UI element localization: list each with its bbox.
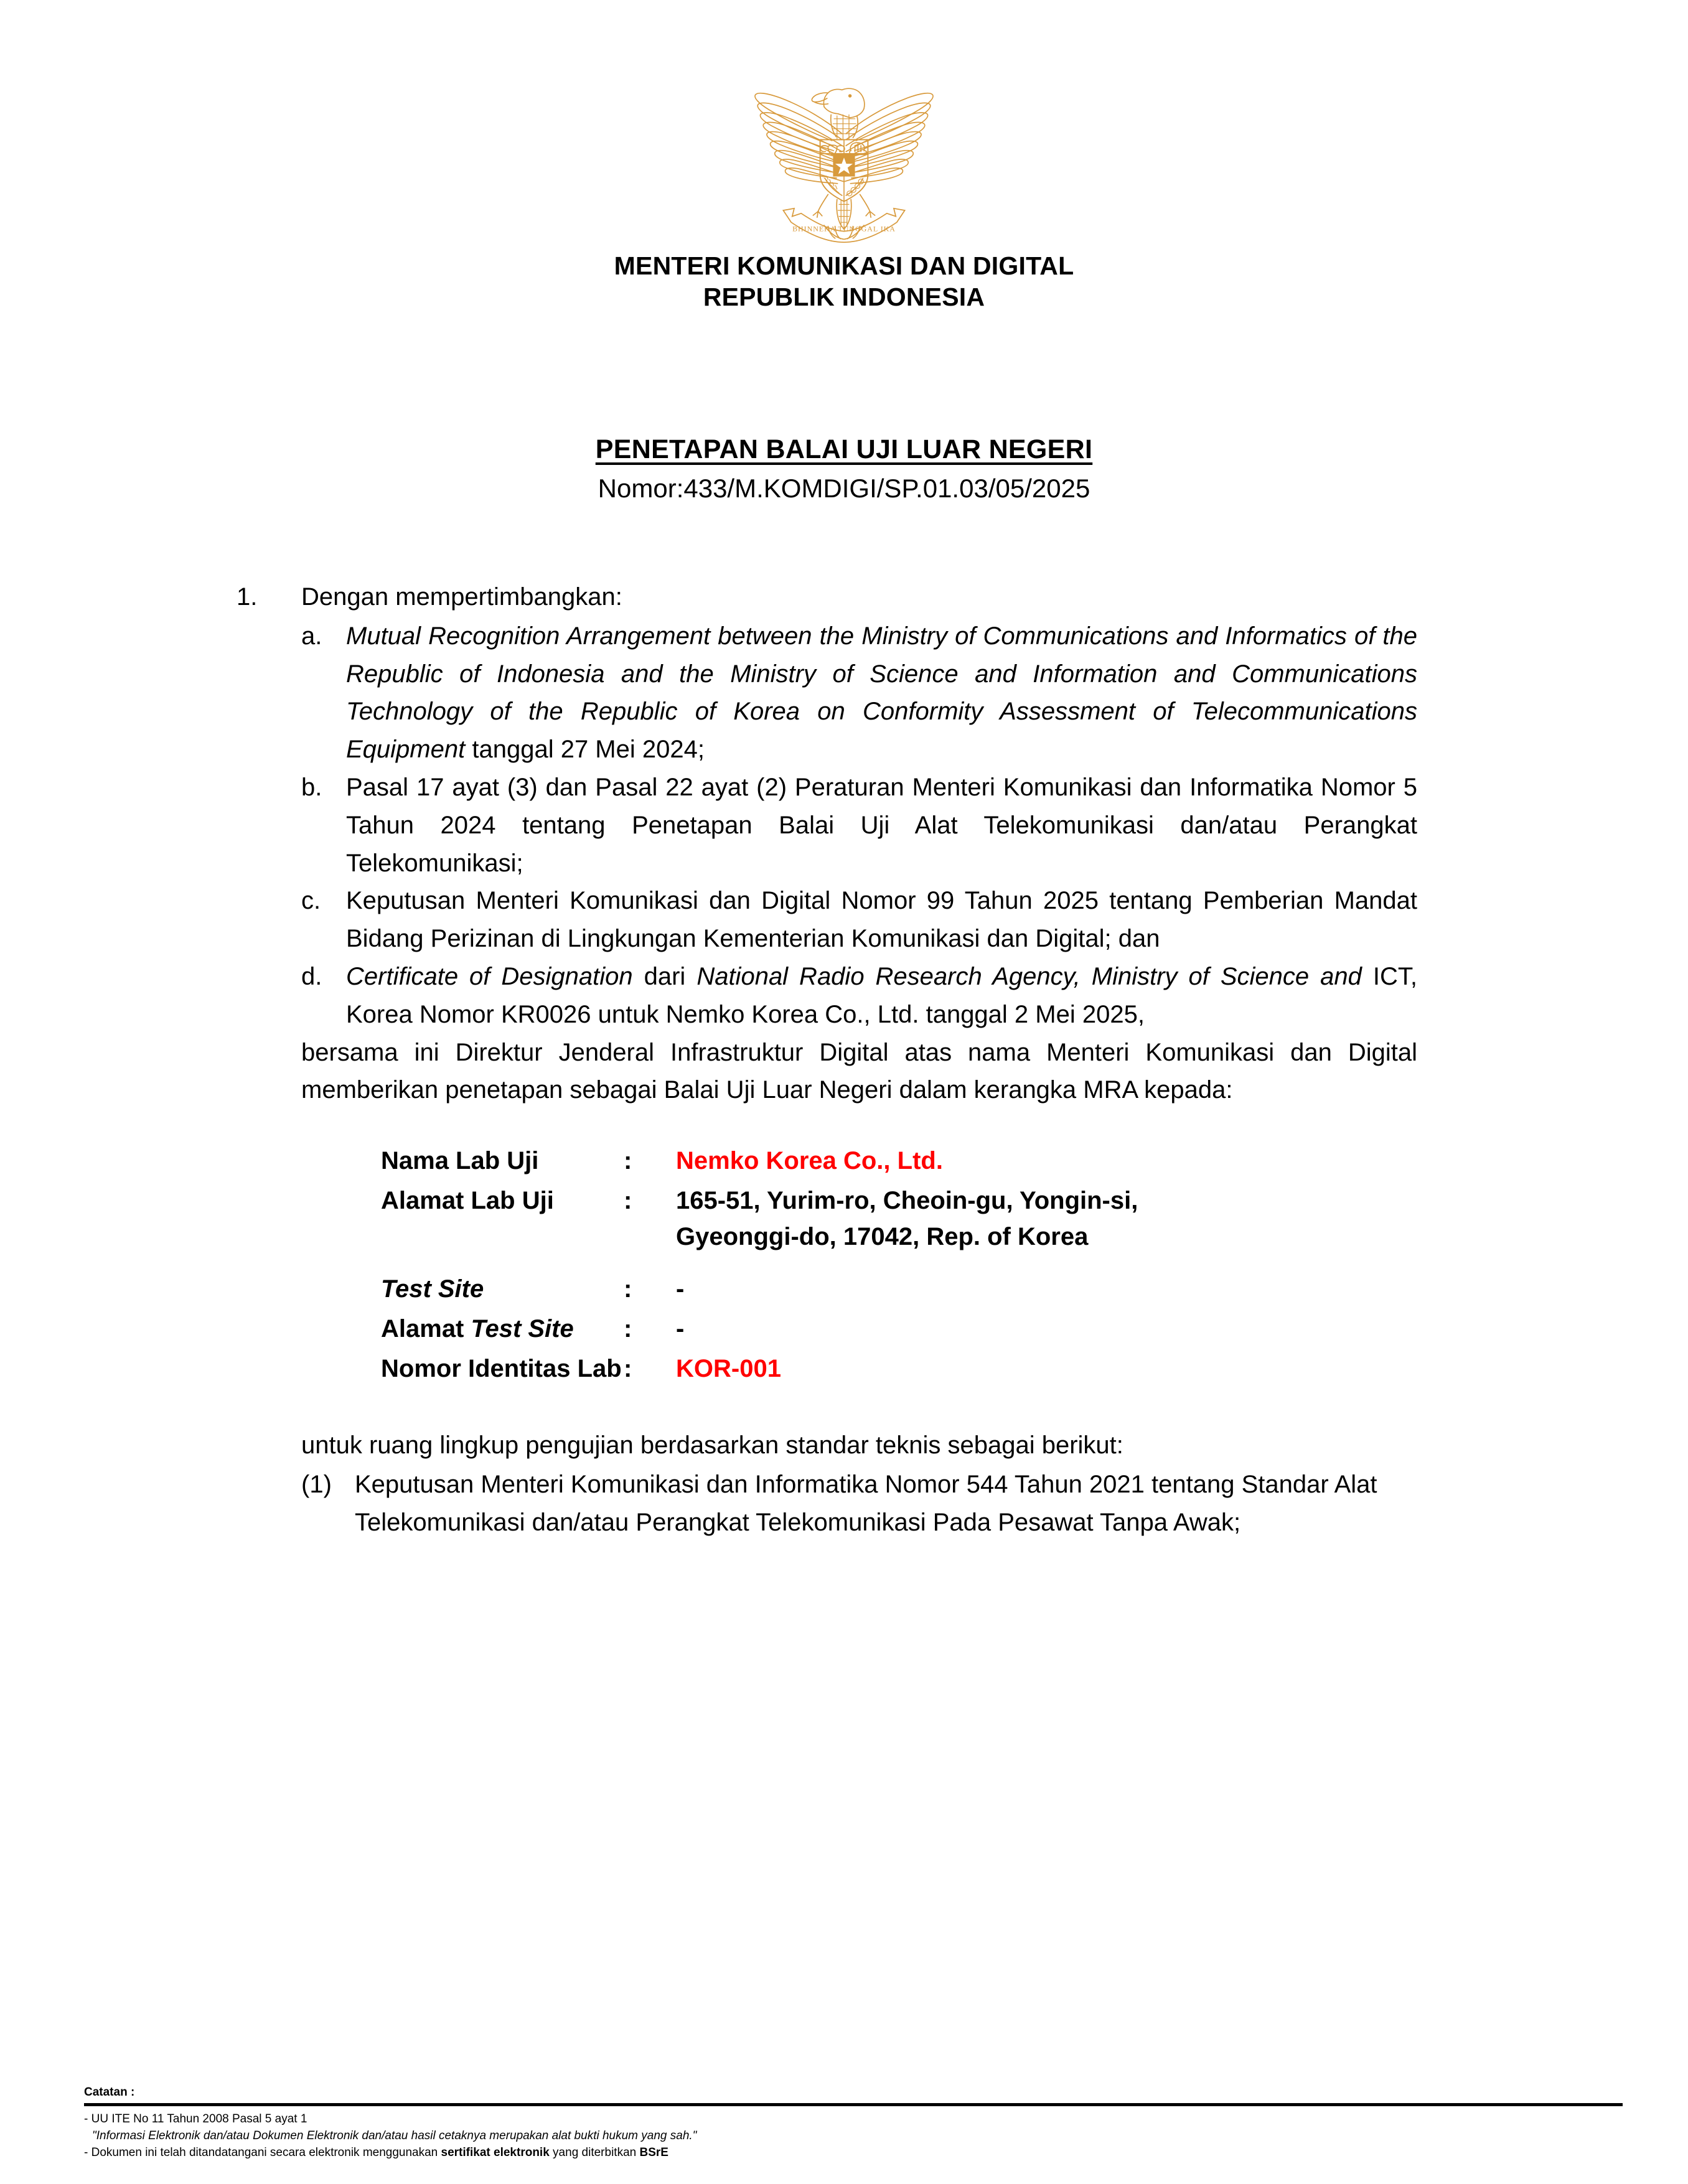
label-italic: Test Site <box>471 1315 574 1343</box>
lab-address-line-1: 165-51, Yurim-ro, Cheoin-gu, Yongin-si, <box>676 1187 1138 1215</box>
plain-seg-d2: dari <box>632 963 697 990</box>
list-marker-b: b. <box>301 774 322 802</box>
document-body <box>0 578 1688 1390</box>
list-text-d <box>346 958 1417 1034</box>
footer-sig-bold-1: sertifikat elektronik <box>441 2146 550 2160</box>
scope-text-1: Keputusan Menteri Komunikasi dan Informatika Nomor 544 Tahun 2021 tentang Standar Alat Telekomunikasi dan/atau Perangkat Telekomunikasi Pada Pesawat Tanpa Awak; <box>355 1470 1377 1536</box>
lab-label-name: Nama Lab Uji <box>381 1147 539 1175</box>
table-row <box>381 1351 1138 1390</box>
italic-seg-d1: Certificate of Designation <box>346 963 633 990</box>
lab-colon: : <box>624 1275 632 1303</box>
list-item <box>301 769 1417 882</box>
list-marker-1: 1. <box>237 583 258 611</box>
plain-seg-d4: ICT, Korea Nomor KR0026 untuk Nemko Korea Co., Ltd. tanggal 2 Mei 2025, <box>346 963 1417 1028</box>
garuda-pancasila-emblem <box>744 60 944 246</box>
footer-signature-note <box>84 2145 1623 2162</box>
italic-seg-d3: National Radio Research Agency, Ministry of Science and <box>696 963 1362 990</box>
list-marker-a: a. <box>301 622 322 650</box>
lab-label-test-site-address <box>381 1311 624 1351</box>
table-row <box>381 1271 1138 1311</box>
ministry-name-block <box>0 250 1688 312</box>
lab-colon: : <box>624 1187 632 1215</box>
page-title: PENETAPAN BALAI UJI LUAR NEGERI <box>595 434 1093 465</box>
scope-intro-text: untuk ruang lingkup pengujian berdasarkan standar teknis sebagai berikut: <box>301 1432 1123 1460</box>
list-item <box>301 958 1417 1034</box>
table-row <box>381 1143 1138 1183</box>
ministry-line-1: MENTERI KOMUNIKASI DAN DIGITAL <box>614 251 1074 280</box>
list-text-1: Dengan mempertimbangkan: <box>301 583 622 611</box>
label-prefix: Alamat <box>381 1315 471 1343</box>
lab-value-id-number: KOR-001 <box>676 1355 781 1383</box>
lab-value-test-site: - <box>676 1275 685 1303</box>
footer-note-title: Catatan : <box>84 2086 135 2099</box>
footer-sig-mid: yang diterbitkan <box>549 2146 640 2160</box>
lab-value-address <box>676 1183 1138 1271</box>
closing-paragraph: bersama ini Direktur Jenderal Infrastruktur Digital atas nama Menteri Komunikasi dan Digital memberikan penetapan sebagai Balai Uji Luar Negeri dalam kerangka MRA kepada: <box>301 1038 1417 1104</box>
list-text-c: Keputusan Menteri Komunikasi dan Digital Nomor 99 Tahun 2025 tentang Pemberian Mandat Bidang Perizinan di Lingkungan Kementerian Komunikasi dan Digital; dan <box>346 887 1417 953</box>
scope-section <box>0 1427 1688 1541</box>
emblem-motto-text: BHINNEKA TUNGGAL IKA <box>792 224 896 233</box>
footer-divider <box>84 2103 1623 2106</box>
lab-details-table <box>381 1143 1138 1390</box>
footer-sig-pre: - Dokumen ini telah ditandatangani secara elektronik menggunakan <box>84 2146 441 2160</box>
lab-value-test-site-address: - <box>676 1315 685 1343</box>
lab-address-line-2: Gyeonggi-do, 17042, Rep. of Korea <box>676 1223 1089 1251</box>
list-text-b: Pasal 17 ayat (3) dan Pasal 22 ayat (2) Peraturan Menteri Komunikasi dan Informatika Nomor 5 Tahun 2024 tentang Penetapan Balai Uji Alat Telekomunikasi dan/atau Perangkat Telekomunikasi; <box>346 774 1417 877</box>
table-row <box>381 1311 1138 1351</box>
document-title-block <box>0 434 1688 504</box>
test-site-italic: Test Site <box>381 1275 484 1303</box>
list-item-1 <box>237 578 1417 616</box>
lab-value-name: Nemko Korea Co., Ltd. <box>676 1147 943 1175</box>
lab-label-address: Alamat Lab Uji <box>381 1187 554 1215</box>
list-item <box>301 1466 1417 1542</box>
footer-legal-line-1: - UU ITE No 11 Tahun 2008 Pasal 5 ayat 1 <box>84 2112 307 2126</box>
lab-colon: : <box>624 1355 632 1383</box>
ministry-line-2: REPUBLIK INDONESIA <box>703 283 985 312</box>
letterhead <box>0 0 1688 312</box>
list-marker-c: c. <box>301 887 321 915</box>
lab-label-test-site <box>381 1271 624 1311</box>
italic-title-a: Mutual Recognition Arrangement between the Ministry of Communications and Informatics of the Republic of Indonesia and the Ministry of Science and Information and Communications Technology of the Republic of Korea on Conformity Assessment of Telecommunications Equipment <box>346 622 1417 764</box>
list-item <box>301 882 1417 958</box>
document-footer <box>84 2086 1623 2162</box>
document-number: Nomor:433/M.KOMDIGI/SP.01.03/05/2025 <box>598 474 1090 504</box>
footer-sig-bold-2: BSrE <box>639 2146 668 2160</box>
plain-tail-a: tanggal 27 Mei 2024; <box>465 736 705 764</box>
table-row <box>381 1183 1138 1271</box>
footer-legal-quote: "Informasi Elektronik dan/atau Dokumen Elektronik dan/atau hasil cetaknya merupakan alat bukti hukum yang sah." <box>92 2129 697 2143</box>
list-marker-d: d. <box>301 963 322 990</box>
lab-colon: : <box>624 1315 632 1343</box>
scope-marker-1: (1) <box>301 1470 332 1498</box>
lab-colon: : <box>624 1147 632 1175</box>
considerations-list <box>237 617 1417 1034</box>
lab-label-id-number: Nomor Identitas Lab <box>381 1355 622 1383</box>
list-text-a <box>346 617 1417 769</box>
list-item <box>301 617 1417 769</box>
